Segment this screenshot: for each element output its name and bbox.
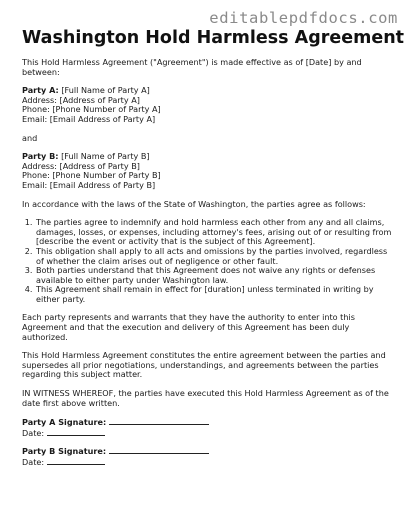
party-a-signature-line [22,417,394,428]
term-item: 4. This Agreement shall remain in effect for [duration] unless terminated in writing by either party. [35,285,394,304]
document-title: Washington Hold Harmless Agreement [22,28,405,48]
party-b-signature-field[interactable] [109,446,209,454]
party-b-signature-line [22,446,394,457]
party-b-signature-block [22,446,394,467]
party-b-email: Email: [Email Address of Party B] [22,179,156,190]
party-a-signature-label: Party A Signature: [22,417,107,428]
witness-paragraph: IN WITNESS WHEREOF, the parties have executed this Hold Harmless Agreement as of the date first above written. [22,388,389,408]
party-a-date-line [22,428,394,439]
party-b-phone: Phone: [Phone Number of Party B] [22,170,161,181]
term-item: 2. This obligation shall apply to all acts and omissions by the parties involved, regardless of whether the claim arises out of negligence or other fault. [35,247,394,266]
party-b-signature-label: Party B Signature: [22,446,107,457]
entire-agreement-paragraph: This Hold Harmless Agreement constitutes the entire agreement between the parties and supersedes all prior negotiations, understandings, and agreements between the parties regarding this subject matter. [22,350,386,380]
party-b-date-field[interactable] [47,457,105,465]
party-a-email: Email: [Email Address of Party A] [22,113,156,124]
terms-list [22,218,394,304]
document-body [22,58,394,476]
party-a-name: [Full Name of Party A] [61,85,150,96]
site-watermark: editablepdfdocs.com [209,9,398,27]
party-b-name: [Full Name of Party B] [61,151,150,162]
party-a-signature-block [22,417,394,438]
party-a-block [22,86,394,124]
party-a-date-label: Date: [22,427,45,438]
party-b-date-line [22,457,394,468]
intro-paragraph: This Hold Harmless Agreement ("Agreement") is made effective as of [Date] by and between: [22,57,362,77]
party-a-address: Address: [Address of Party A] [22,94,140,105]
and-text: and [22,132,38,143]
term-item: 3. Both parties understand that this Agreement does not waive any rights or defenses available to either party under Washington law. [35,266,394,285]
accordance-paragraph: In accordance with the laws of the State of Washington, the parties agree as follows: [22,198,366,209]
party-b-block [22,152,394,190]
representation-paragraph: Each party represents and warrants that they have the authority to enter into this Agreement and that the execution and delivery of this Agreement has been duly authorized. [22,312,355,342]
party-b-date-label: Date: [22,457,45,467]
party-a-phone: Phone: [Phone Number of Party A] [22,104,161,115]
party-b-label: Party B: [22,151,59,162]
term-item: 1. The parties agree to indemnify and hold harmless each other from any and all claims, damages, losses, or expenses, including attorney's fees, arising out of or resulting from [describe the event or activity that is the subject of this Agreement]. [35,218,394,247]
party-a-signature-field[interactable] [109,417,209,425]
party-a-label: Party A: [22,85,59,96]
party-b-address: Address: [Address of Party B] [22,160,140,171]
party-a-date-field[interactable] [47,428,105,436]
